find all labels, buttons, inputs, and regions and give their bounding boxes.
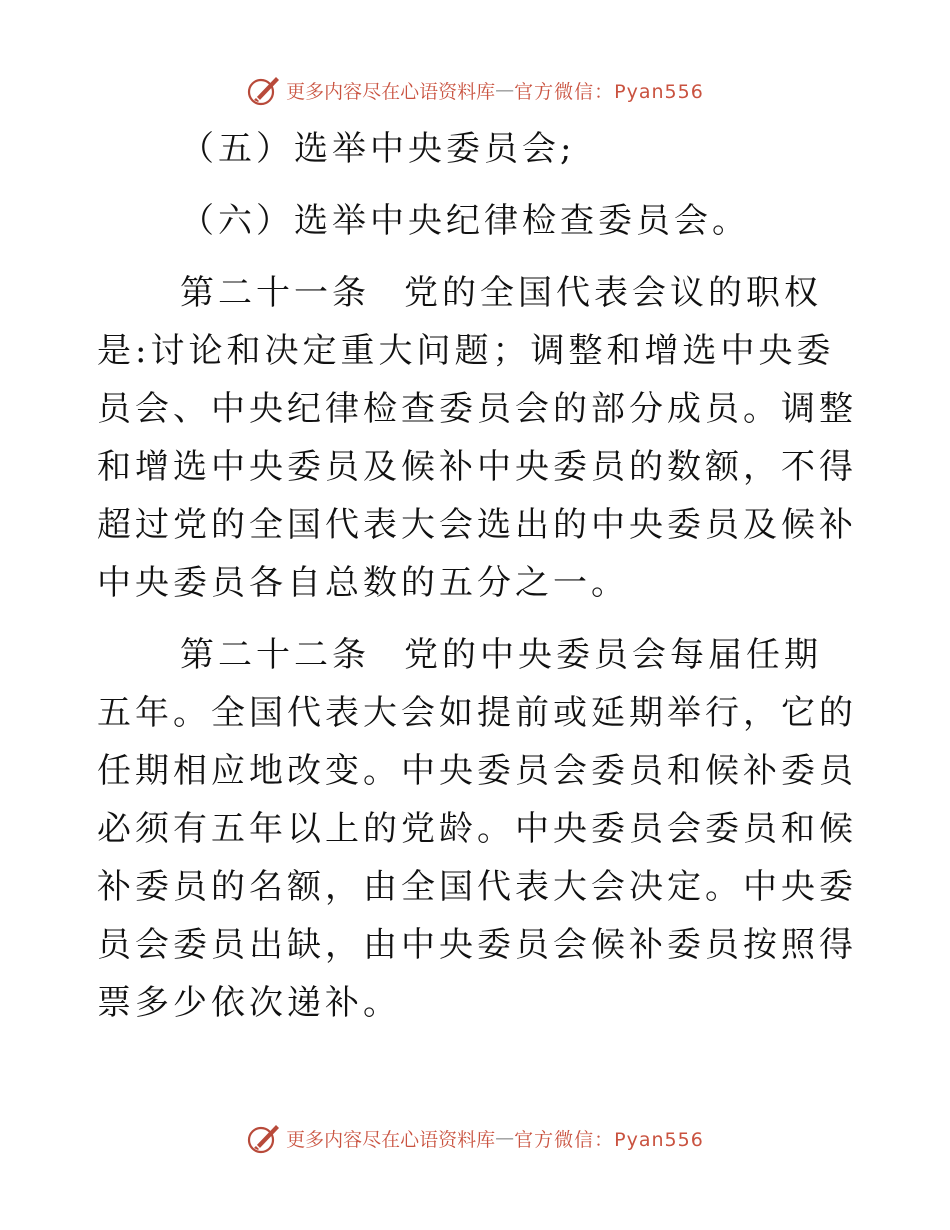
article-22-text: 党的中央委员会每届任期五年。全国代表大会如提前或延期举行，它的任期相应地改变。中央委员会委员和候补委员必须有五年以上的党龄。中央委员会委员和候补委员的名额，由全国代表大会决定。中央委员会委员出缺，由中央委员会候补委员按照得票多少依次递补。 [97, 635, 857, 1023]
watermark-separator: — [495, 1127, 515, 1149]
quill-pen-logo-icon [246, 73, 282, 107]
document-body [97, 120, 857, 1046]
article-21-number: 第二十一条 [180, 273, 370, 313]
watermark-separator: — [495, 79, 515, 101]
list-item-five: （五）选举中央委员会; [180, 129, 576, 169]
article-21-text: 党的全国代表会议的职权是:讨论和决定重大问题；调整和增选中央委员会、中央纪律检查委员会的部分成员。调整和增选中央委员及候补中央委员的数额，不得超过党的全国代表大会选出的中央委员及候补中央委员各自总数的五分之一。 [97, 273, 857, 603]
header-watermark [0, 70, 950, 110]
watermark-main-text: 更多内容尽在心语资料库 [286, 1128, 496, 1151]
article-21 [97, 264, 857, 612]
watermark-contact-text: 官方微信：Pyan556 [514, 1128, 704, 1151]
list-item-six: （六）选举中央纪律检查委员会。 [180, 201, 750, 241]
watermark-main-text: 更多内容尽在心语资料库 [286, 80, 496, 103]
article-22-number: 第二十二条 [180, 635, 370, 675]
watermark-contact-text: 官方微信：Pyan556 [514, 80, 704, 103]
quill-pen-logo-icon [246, 1121, 282, 1155]
article-22 [97, 626, 857, 1032]
footer-watermark [0, 1118, 950, 1158]
